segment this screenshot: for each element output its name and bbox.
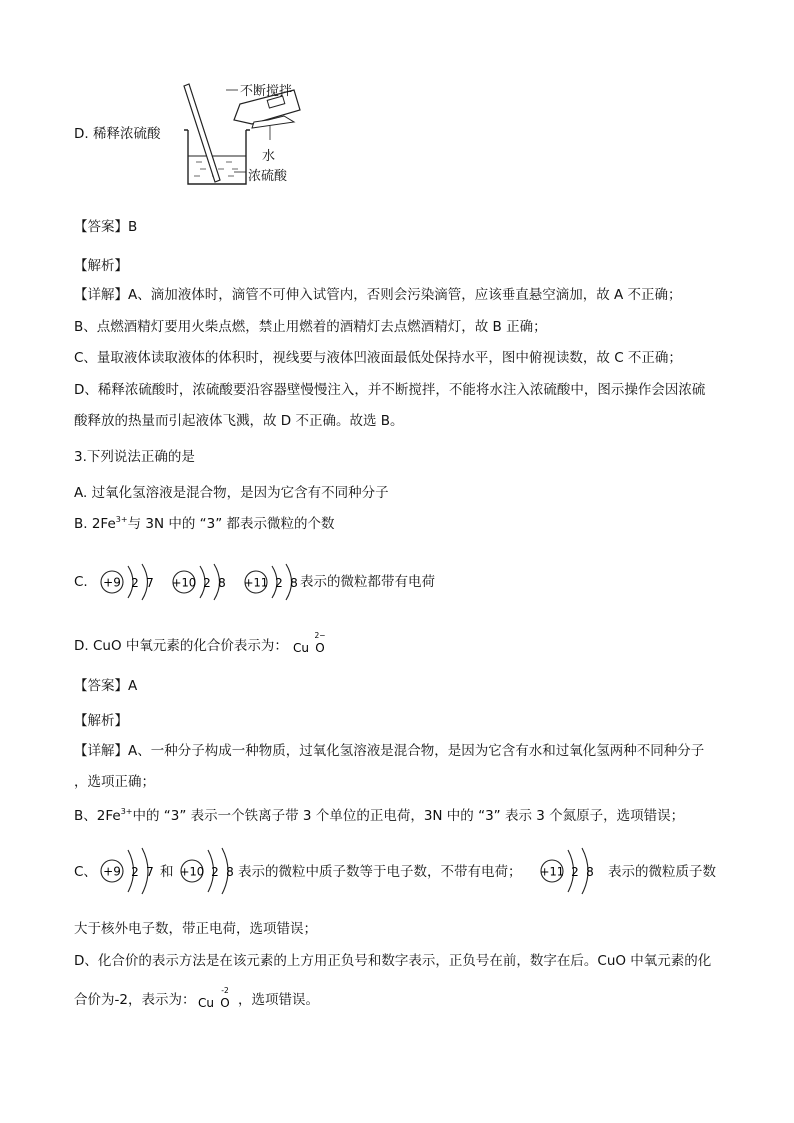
detail-atom-3-shell-1: 2: [571, 865, 579, 879]
q3-detail-b: [74, 806, 684, 826]
q3-option-d: D. CuO 中氧元素的化合价表示为：: [74, 638, 288, 654]
atom-3-shell-1: 2: [275, 576, 283, 590]
q3-analysis: 【解析】: [74, 713, 128, 729]
q3-detail-c-end: 表示的微粒质子数: [608, 864, 716, 880]
option-d-label: D. 稀释浓硫酸: [74, 126, 161, 142]
q3-option-b-post: 与 3N 中的 “3” 都表示微粒的个数: [127, 516, 335, 532]
exp-valence-value: -2: [221, 986, 229, 995]
q2-answer: 【答案】B: [74, 219, 138, 235]
q3-detail-c-and: 和: [160, 864, 174, 880]
atom-2-shell-1: 2: [203, 576, 211, 590]
q2-analysis: 【解析】: [74, 258, 128, 274]
q3-detail-d1: D、化合价的表示方法是在该元素的上方用正负号和数字表示，正负号在前，数字在后。CuO 中氧元素的化: [74, 953, 712, 969]
valence-formula-option: [290, 628, 330, 658]
q3-detail-c-mid: 表示的微粒中质子数等于电子数，不带有电荷；: [238, 864, 522, 880]
q3-detail-c-label: C、: [74, 864, 97, 880]
q2-detail-d2: 酸释放的热量而引起液体飞溅，故 D 不正确。故选 B。: [74, 413, 404, 429]
q2-detail-b: B、点燃酒精灯要用火柴点燃，禁止用燃着的酒精灯去点燃酒精灯，故 B 正确；: [74, 319, 547, 335]
q2-detail-a: 【详解】A、滴加液体时，滴管不可伸入试管内，否则会污染滴管，应该垂直悬空滴加，故 A 不正确；: [74, 287, 682, 303]
q3-detail-d2-post: ，选项错误。: [238, 992, 319, 1008]
q3-option-b: [74, 514, 335, 534]
detail-atom-2-shell-2: 8: [226, 865, 234, 879]
detail-atom-1-shell-1: 2: [131, 865, 139, 879]
exp-valence-cu: Cu: [198, 996, 214, 1010]
detail-atom-sodium-ion: [538, 846, 602, 896]
detail-atom-2-nucleus: +10: [179, 864, 205, 879]
q3-option-b-pre: B. 2Fe: [74, 516, 116, 532]
q3-detail-d2-pre: 合价为-2，表示为：: [74, 992, 196, 1008]
atom-diagram-neon: [170, 562, 236, 602]
detail-atom-2-shell-1: 2: [211, 865, 219, 879]
valence-o: O: [315, 641, 325, 655]
exp-valence-o: O: [220, 996, 230, 1010]
q3-detail-c2: 大于核外电子数，带正电荷，选项错误；: [74, 921, 317, 937]
water-label: 水: [262, 149, 276, 164]
q3-detail-a2: ，选项正确；: [74, 774, 155, 790]
q3-question: 3.下列说法正确的是: [74, 449, 195, 465]
atom-diagram-fluorine: [98, 562, 164, 602]
atom-3-nucleus: +11: [243, 575, 269, 590]
q3-answer: 【答案】A: [74, 678, 138, 694]
q3-detail-b-pre: B、2Fe: [74, 808, 121, 824]
q3-option-a: A. 过氧化氢溶液是混合物，是因为它含有不同种分子: [74, 485, 389, 501]
q3-option-c-label: C.: [74, 574, 88, 590]
atom-1-shell-1: 2: [131, 576, 139, 590]
detail-atom-1-nucleus: +9: [103, 864, 121, 879]
atom-2-nucleus: +10: [171, 575, 197, 590]
atom-3-shell-2: 8: [290, 576, 298, 590]
valence-formula-explanation: [196, 980, 236, 1012]
q3-detail-b-sup: 3+: [120, 806, 133, 816]
q3-option-c-text: 表示的微粒都带有电荷: [300, 574, 435, 590]
valence-value: 2−: [314, 631, 326, 640]
q3-detail-a1: 【详解】A、一种分子构成一种物质，过氧化氢溶液是混合物，是因为它含有水和过氧化氢两种不同种分子: [74, 743, 705, 759]
q2-detail-c: C、量取液体读取液体的体积时，视线要与液体凹液面最低处保持水平，图中俯视读数，故 C 不正确；: [74, 350, 682, 366]
valence-cu: Cu: [293, 641, 309, 655]
q3-option-b-sup: 3+: [115, 514, 128, 524]
detail-atom-fluorine: [98, 846, 162, 896]
atom-diagram-sodium-ion: [242, 562, 308, 602]
detail-atom-1-shell-2: 7: [146, 865, 154, 879]
detail-atom-neon: [178, 846, 242, 896]
q3-detail-b-post: 中的 “3” 表示一个铁离子带 3 个单位的正电荷，3N 中的 “3” 表示 3 个氮原子，选项错误；: [132, 808, 685, 824]
atom-1-shell-2: 7: [146, 576, 154, 590]
stir-label: 不断搅拌: [240, 84, 293, 99]
atom-2-shell-2: 8: [218, 576, 226, 590]
acid-label: 浓硫酸: [248, 169, 288, 184]
detail-atom-3-nucleus: +11: [539, 864, 565, 879]
q2-detail-d1: D、稀释浓硫酸时，浓硫酸要沿容器壁慢慢注入，并不断搅拌，不能将水注入浓硫酸中，图示操作会因浓硫: [74, 382, 706, 398]
detail-atom-3-shell-2: 8: [586, 865, 594, 879]
atom-1-nucleus: +9: [103, 575, 121, 590]
